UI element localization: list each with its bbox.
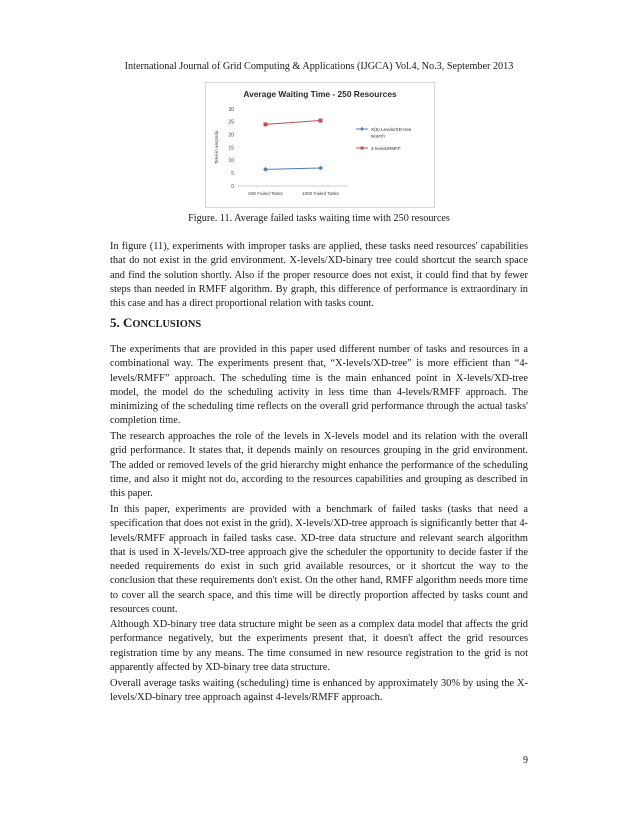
section-number: 5. <box>110 315 120 330</box>
chart-title: Average Waiting Time - 250 Resources <box>243 89 397 99</box>
page-number: 9 <box>523 755 528 766</box>
paragraph-conclusions-1: The experiments that are provided in this paper used different number of tasks and resources in a combinational way. The experiments present that, “X-levels/XD-tree” is more efficient than “4-levels/RMFF” approach. The scheduling time is the main enhanced point in X-levels/XD-tree model, the model do the scheduling activity in less time than 4-levels/RMFF approach. The minimizing of the scheduling time reflects on the overall grid performance through the actual tasks' completion time. <box>110 344 528 427</box>
data-point-diamond <box>263 167 268 172</box>
waiting-time-line-chart <box>206 83 434 207</box>
figure-11-chart <box>205 82 435 208</box>
legend-marker-diamond <box>360 127 364 131</box>
legend-entry-text: X(5) Levels/XD-tree <box>371 126 412 132</box>
series-line-1 <box>266 168 321 169</box>
section-heading-conclusions <box>110 315 201 331</box>
y-tick-label: 0 <box>231 183 234 190</box>
figure-caption: Figure. 11. Average failed tasks waiting time with 250 resources <box>188 213 450 224</box>
paragraph-conclusions-3: In this paper, experiments are provided with a benchmark of failed tasks (tasks that need a specification that does not exist in the grid). X-levels/XD-tree approach is significantly better that 4-levels/RMFF approach in failed tasks case. XD-tree data structure and relevant search algorithm that is used in X-levels/XD-tree approach give the scheduler the opportunity to decide faster if the needed requirements do exist in such grid available resources, or it shortcut the way to the conclusion that these requirements don't exist. On the other hand, RMFF algorithm needs more time to cover all the search space, and this time will be directly proportion affected by tasks count and resources count. <box>110 504 528 616</box>
paragraph-figure-discussion: In figure (11), experiments with improper tasks are applied, these tasks need resources' capabilities that do not exist in the grid environment. X-levels/XD-binary tree could shortcut the search space and find the solution shortly. Also if the proper resource does not exist, it could find that by fewer steps than needed in RMFF algorithm. By graph, this difference of performance is extraordinary in this case and has a direct proportional relation with tasks count. <box>110 241 528 310</box>
legend-marker-square <box>361 147 364 150</box>
legend-entry-text: search <box>371 133 385 139</box>
journal-header: International Journal of Grid Computing & Applications (IJGCA) Vol.4, No.3, September 2013 <box>124 61 514 72</box>
data-point-diamond <box>318 166 323 171</box>
paragraph-conclusions-2: The research approaches the role of the levels in X-levels model and its relation with the overall grid performance. It states that, it depends mainly on resources grouping in the grid environment. The added or removed levels of the grid hierarchy might enhance the performance of the scheduling time, and also it might not do, according to the resources capabilities and grouping as described in this paper. <box>110 431 528 500</box>
x-tick-label: 1000 Failed Tasks <box>302 191 339 196</box>
legend-entry-text: 4-levels/RMFF <box>371 145 401 151</box>
section-title-initial: C <box>123 315 133 330</box>
y-tick-label: 20 <box>228 132 234 139</box>
y-tick-label: 15 <box>228 145 234 152</box>
series-line-2 <box>266 121 321 125</box>
y-tick-label: 25 <box>228 119 234 126</box>
data-point-square <box>264 122 268 126</box>
section-title-rest: ONCLUSIONS <box>132 319 202 330</box>
y-axis-label: Time in seconds <box>214 130 219 165</box>
paragraph-conclusions-5: Overall average tasks waiting (scheduling) time is enhanced by approximately 30% by using the X-levels/XD-binary tree approach against 4-levels/RMFF approach. <box>110 678 528 704</box>
x-tick-label: 500 Failed Tasks <box>248 191 283 196</box>
y-tick-label: 5 <box>231 170 234 177</box>
paragraph-conclusions-4: Although XD-binary tree data structure might be seen as a complex data model that affects the grid performance negatively, but the experiments present that, it doesn't affect the grid resources registration time by any means. The time consumed in new resource registration to the grid is not apparently affected by XD-binary tree data structure. <box>110 619 528 673</box>
y-tick-label: 30 <box>228 106 234 113</box>
data-point-square <box>319 119 323 123</box>
y-tick-label: 10 <box>228 158 234 165</box>
